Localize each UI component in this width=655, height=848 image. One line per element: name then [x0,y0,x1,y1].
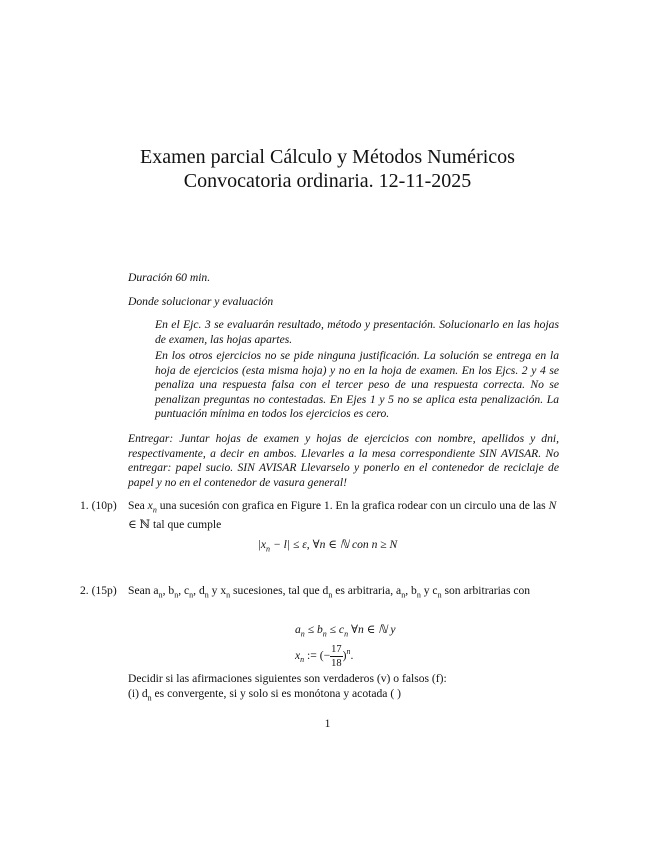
q2-b: , b [162,584,175,597]
q1-text-c: tal que cumple [153,518,222,532]
question-2-decide: Decidir si las afirmaciones siguientes son verdaderos (v) o falsos (f): [128,672,447,685]
q1-text-a: Sea [128,499,145,512]
exam-title: Examen parcial Cálculo y Métodos Numéricos [140,146,515,168]
q2-f: sucesiones, tal que d [230,584,329,597]
question-2-definition [295,638,353,673]
q2-sub: n [189,590,194,600]
q2-sub: n [204,590,209,600]
question-2-intro [128,583,559,602]
duration-text: Duración 60 min. [128,271,211,284]
q2-def-mid: := (− [304,648,331,662]
instruction-paragraph-1: En el Ejc. 3 se evaluarán resultado, método y presentación. Solucionarlo en las hojas de examen, las hojas apartes. [155,318,559,346]
q2-frac-num: 17 [331,643,342,655]
q1-in: ∈ [128,518,137,532]
q2-i: y c [420,584,438,597]
q2-sub: n [158,590,163,600]
where-heading: Donde solucionar y evaluación [128,295,274,308]
q2-e: y x [208,584,227,597]
q2-def-lhs: x [295,648,301,662]
q1-var-N: N [548,499,557,512]
q2-item1-a: (i) d [128,687,148,700]
q2-a: Sean a [128,584,159,597]
q2-sub: n [344,629,349,639]
question-1-text [128,498,559,532]
q1-naturals: ℕ [139,518,151,532]
q2-ineq-c: ≤ c [326,623,345,636]
q2-d: , d [193,584,205,597]
q1-text-b: una sucesión con grafica en Figure 1. En la grafica rodear con un circulo una de las [159,499,546,512]
delivery-instructions: Entregar: Juntar hojas de examen y hojas de ejercicios con nombre, apellidos y dni, respectivamente, a decir en ambos. Llevarles a la mesa correspondiente SIN AVISAR. No entregar: papel sucio. SIN AVISAR Llevarselo y ponerlo en el contenedor de reciclaje de papel y no en el contenedor de vasura general! [128,432,559,489]
instruction-paragraph-2: En los otros ejercicios no se pide ninguna justificación. La solución se entrega en la hoja de ejercicios (esta misma hoja) y no en la hoja de examen. En los Ejcs. 2 y 4 se penaliza una respuesta falsa con el tercer peso de una respuesta correcta. No se penalizan preguntas no contestadas. En Ejes 1 y 5 no se aplica esta penalización. La puntuación mínima en todos los ejercicios es cero. [155,349,559,420]
q2-sub: n [300,629,305,639]
question-1-number: 1. (10p) [80,499,117,512]
q2-sub: n [401,590,406,600]
q1-formula-sub: n [266,544,271,554]
q2-sub: n [174,590,179,600]
q2-ineq-d: ∀n ∈ ℕ y [348,623,396,636]
q2-def-exp: n [346,647,351,656]
q2-def-rhs: ) [342,648,347,662]
q2-sub: n [437,590,442,600]
q2-ineq-a: a [295,623,301,636]
question-2-number: 2. (15p) [80,584,117,597]
q1-formula-left: |x [257,538,267,551]
q2-item1-b: es convergente, si y solo si es monótona y acotada ( ) [151,687,401,700]
q2-j: son arbitrarias con [441,584,531,597]
q2-sub: n [416,590,421,600]
exam-subtitle: Convocatoria ordinaria. 12-11-2025 [183,170,472,192]
q2-fraction [330,643,343,670]
q2-def-end: . [350,648,354,662]
q2-ineq-b: ≤ b [304,623,323,636]
page-number: 1 [324,717,331,730]
question-2-item-1 [128,686,559,705]
q2-sub: n [328,590,333,600]
q2-frac-den: 18 [331,657,342,669]
q1-var-x [147,499,157,515]
q1-x: x [147,499,153,512]
q2-sub: n [300,655,305,665]
q1-formula-right: − l| ≤ ε, ∀n ∈ ℕ con n ≥ N [272,538,398,551]
q2-sub: n [226,590,231,600]
q2-c: , c [178,584,190,597]
question-1-formula [0,537,655,553]
q2-g: es arbitraria, a [332,584,402,597]
q2-sub: n [147,693,152,703]
q2-sub: n [322,629,327,639]
q2-h: , b [405,584,417,597]
q1-sub-n: n [152,505,157,515]
